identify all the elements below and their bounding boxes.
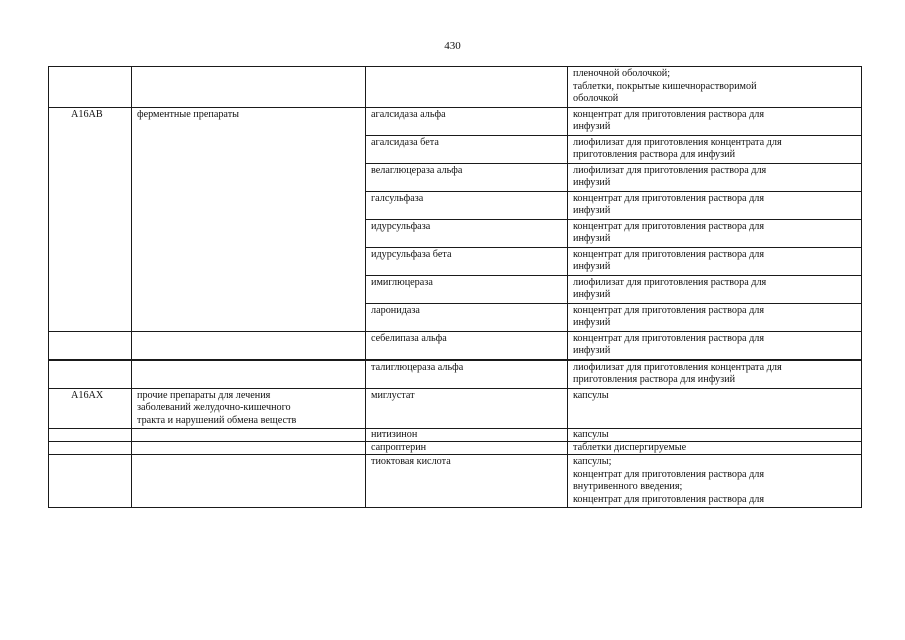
table-row <box>49 191 862 219</box>
drug-name-cell: ларонидаза <box>366 303 568 331</box>
drug-name-cell: нитизинон <box>366 429 568 442</box>
table-row <box>49 455 862 508</box>
atc-code-cell <box>49 219 132 247</box>
dosage-form-cell: концентрат для приготовления раствора для инфузий <box>568 191 862 219</box>
dosage-form-cell: капсулы; концентрат для приготовления раствора для внутривенного введения; концентрат для приготовления раствора для <box>568 455 862 508</box>
table-row <box>49 67 862 108</box>
drug-name-cell: себелипаза альфа <box>366 331 568 360</box>
atc-code-cell <box>49 67 132 108</box>
dosage-form-cell: капсулы <box>568 388 862 429</box>
dosage-form-cell: таблетки диспергируемые <box>568 442 862 455</box>
table-row <box>49 135 862 163</box>
drug-name-cell: талиглюцераза альфа <box>366 360 568 389</box>
atc-code-cell <box>49 442 132 455</box>
group-cell <box>132 303 366 331</box>
drug-name-cell: галсульфаза <box>366 191 568 219</box>
atc-code-cell: A16AX <box>49 388 132 429</box>
dosage-form-cell: концентрат для приготовления раствора для инфузий <box>568 331 862 360</box>
dosage-form-cell: пленочной оболочкой; таблетки, покрытые кишечнорастворимой оболочкой <box>568 67 862 108</box>
dosage-form-cell: концентрат для приготовления раствора для инфузий <box>568 107 862 135</box>
drug-name-cell: агалсидаза бета <box>366 135 568 163</box>
dosage-form-cell: концентрат для приготовления раствора для инфузий <box>568 219 862 247</box>
group-cell <box>132 360 366 389</box>
drug-table <box>48 66 862 508</box>
group-cell <box>132 455 366 508</box>
drug-name-cell: имиглюцераза <box>366 275 568 303</box>
group-cell <box>132 429 366 442</box>
group-cell <box>132 247 366 275</box>
group-cell <box>132 275 366 303</box>
dosage-form-cell: концентрат для приготовления раствора для инфузий <box>568 247 862 275</box>
group-cell <box>132 442 366 455</box>
dosage-form-cell: лиофилизат для приготовления концентрата для приготовления раствора для инфузий <box>568 360 862 389</box>
atc-code-cell: A16AB <box>49 107 132 135</box>
table-row <box>49 275 862 303</box>
atc-code-cell <box>49 135 132 163</box>
group-cell <box>132 219 366 247</box>
table-row <box>49 331 862 360</box>
dosage-form-cell: лиофилизат для приготовления концентрата для приготовления раствора для инфузий <box>568 135 862 163</box>
drug-name-cell: миглустат <box>366 388 568 429</box>
drug-name-cell: велаглюцераза альфа <box>366 163 568 191</box>
dosage-form-cell: концентрат для приготовления раствора для инфузий <box>568 303 862 331</box>
table-row <box>49 429 862 442</box>
atc-code-cell <box>49 360 132 389</box>
atc-code-cell <box>49 191 132 219</box>
table-row <box>49 360 862 389</box>
group-cell <box>132 191 366 219</box>
group-cell <box>132 67 366 108</box>
dosage-form-cell: лиофилизат для приготовления раствора для инфузий <box>568 275 862 303</box>
group-cell <box>132 331 366 360</box>
drug-name-cell: сапроптерин <box>366 442 568 455</box>
page-number: 430 <box>444 40 461 52</box>
atc-code-cell <box>49 163 132 191</box>
table-row <box>49 388 862 429</box>
drug-name-cell: идурсульфаза <box>366 219 568 247</box>
drug-name-cell: агалсидаза альфа <box>366 107 568 135</box>
table-row <box>49 303 862 331</box>
table-row <box>49 107 862 135</box>
atc-code-cell <box>49 247 132 275</box>
group-cell <box>132 135 366 163</box>
group-cell <box>132 163 366 191</box>
group-cell: ферментные препараты <box>132 107 366 135</box>
atc-code-cell <box>49 303 132 331</box>
table-row <box>49 219 862 247</box>
atc-code-cell <box>49 455 132 508</box>
atc-code-cell <box>49 275 132 303</box>
table-row <box>49 247 862 275</box>
table-row <box>49 442 862 455</box>
dosage-form-cell: капсулы <box>568 429 862 442</box>
table-row <box>49 163 862 191</box>
atc-code-cell <box>49 429 132 442</box>
dosage-form-cell: лиофилизат для приготовления раствора для инфузий <box>568 163 862 191</box>
atc-code-cell <box>49 331 132 360</box>
drug-name-cell: тиоктовая кислота <box>366 455 568 508</box>
group-cell: прочие препараты для лечения заболеваний желудочно-кишечного тракта и нарушений обмена веществ <box>132 388 366 429</box>
drug-name-cell <box>366 67 568 108</box>
drug-name-cell: идурсульфаза бета <box>366 247 568 275</box>
